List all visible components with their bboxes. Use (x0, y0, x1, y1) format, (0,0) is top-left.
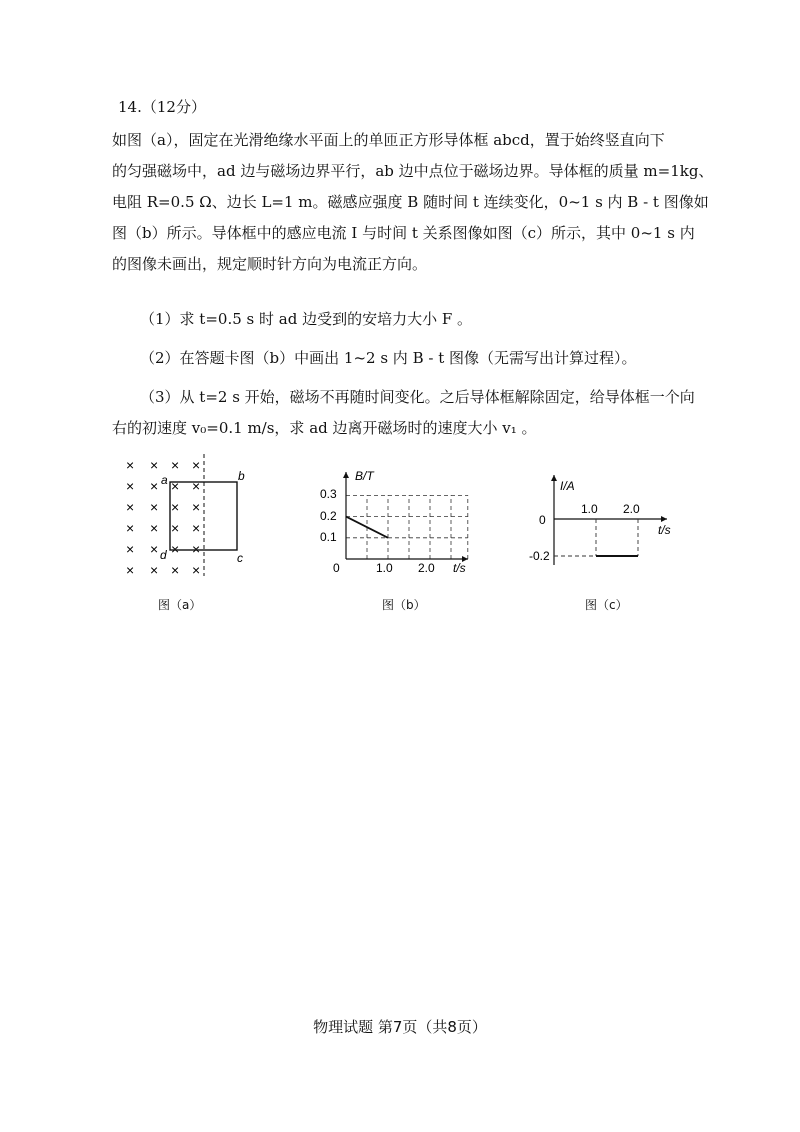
x-tick-label: 2.0 (623, 502, 640, 516)
y-tick-label: 0.3 (320, 487, 337, 501)
field-cross-icon: × (126, 478, 135, 494)
field-cross-icon: × (171, 499, 180, 515)
field-cross-icon: × (126, 499, 135, 515)
field-cross-icon: × (171, 520, 180, 536)
intro-line: 电阻 R=0.5 Ω、边长 L=1 m。磁感应强度 B 随时间 t 连续变化，0~1 s 内 B - t 图像如 (112, 193, 709, 211)
field-cross-icon: × (192, 499, 201, 515)
y-axis-label: I/A (560, 479, 575, 493)
sub-question-2: （2）在答题卡图（b）中画出 1~2 s 内 B - t 图像（无需写出计算过程）。 (140, 349, 637, 367)
figure-c-caption: 图（c） (585, 598, 628, 612)
y-tick-label: 0.1 (320, 530, 337, 544)
x-tick-label: 1.0 (376, 561, 393, 575)
x-tick-label: 2.0 (418, 561, 435, 575)
field-cross-icon: × (126, 541, 135, 557)
sub-question-1: （1）求 t=0.5 s 时 ad 边受到的安培力大小 F 。 (140, 310, 473, 328)
field-cross-icon: × (171, 478, 180, 494)
question-number: 14.（12分） (118, 98, 206, 116)
x-tick-label: 1.0 (581, 502, 598, 516)
field-cross-icon: × (150, 478, 159, 494)
field-cross-icon: × (126, 457, 135, 473)
series (554, 519, 638, 556)
field-cross-icon: × (150, 541, 159, 557)
y-axis-arrow (343, 472, 349, 478)
corner-label-d: d (160, 548, 167, 562)
figure-a-frame-diagram (118, 450, 248, 580)
intro-line: 如图（a），固定在光滑绝缘水平面上的单匝正方形导体框 abcd，置于始终竖直向下 (112, 131, 665, 149)
x-axis-label: t/s (658, 523, 671, 537)
y-axis-arrow (551, 475, 557, 481)
field-cross-icon: × (150, 562, 159, 578)
page-footer: 物理试题 第7页（共8页） (313, 1018, 487, 1036)
question-intro (112, 125, 714, 280)
intro-line: 的图像未画出，规定顺时针方向为电流正方向。 (112, 255, 428, 273)
grid (346, 495, 468, 559)
field-cross-icon: × (192, 478, 201, 494)
field-cross-icon: × (171, 562, 180, 578)
figure-c-chart (529, 450, 682, 580)
x-axis-label: t/s (453, 561, 466, 575)
field-cross-icon: × (192, 541, 201, 557)
figure-b-chart (318, 450, 488, 580)
field-cross-icon: × (126, 562, 135, 578)
y-tick-label: -0.2 (529, 549, 550, 563)
field-cross-icon: × (192, 520, 201, 536)
intro-line: 图（b）所示。导体框中的感应电流 I 与时间 t 关系图像如图（c）所示，其中 0~1 s 内 (112, 224, 695, 242)
field-cross-icon: × (192, 562, 201, 578)
sub-question-3-line-2: 右的初速度 v₀=0.1 m/s，求 ad 边离开磁场时的速度大小 v₁ 。 (112, 419, 537, 437)
origin-label: 0 (333, 561, 340, 575)
field-cross-icon: × (171, 457, 180, 473)
field-cross-icon: × (150, 520, 159, 536)
corner-label-b: b (238, 469, 245, 483)
y-tick-label: 0.2 (320, 509, 337, 523)
corner-label-c: c (237, 551, 243, 565)
field-cross-icon: × (126, 520, 135, 536)
y-axis-label: B/T (355, 469, 374, 483)
field-cross-icon: × (150, 499, 159, 515)
figure-b-caption: 图（b） (382, 598, 426, 612)
x-axis-arrow (661, 516, 667, 522)
corner-label-a: a (161, 473, 168, 487)
field-cross-icon: × (192, 457, 201, 473)
intro-line: 的匀强磁场中，ad 边与磁场边界平行，ab 边中点位于磁场边界。导体框的质量 m=1kg、 (112, 162, 714, 180)
field-cross-icon: × (171, 541, 180, 557)
figure-a-caption: 图（a） (158, 598, 202, 612)
sub-question-3-line-1: （3）从 t=2 s 开始，磁场不再随时间变化。之后导体框解除固定，给导体框一个向 (140, 388, 695, 406)
field-cross-icon: × (150, 457, 159, 473)
origin-label: 0 (539, 513, 546, 527)
